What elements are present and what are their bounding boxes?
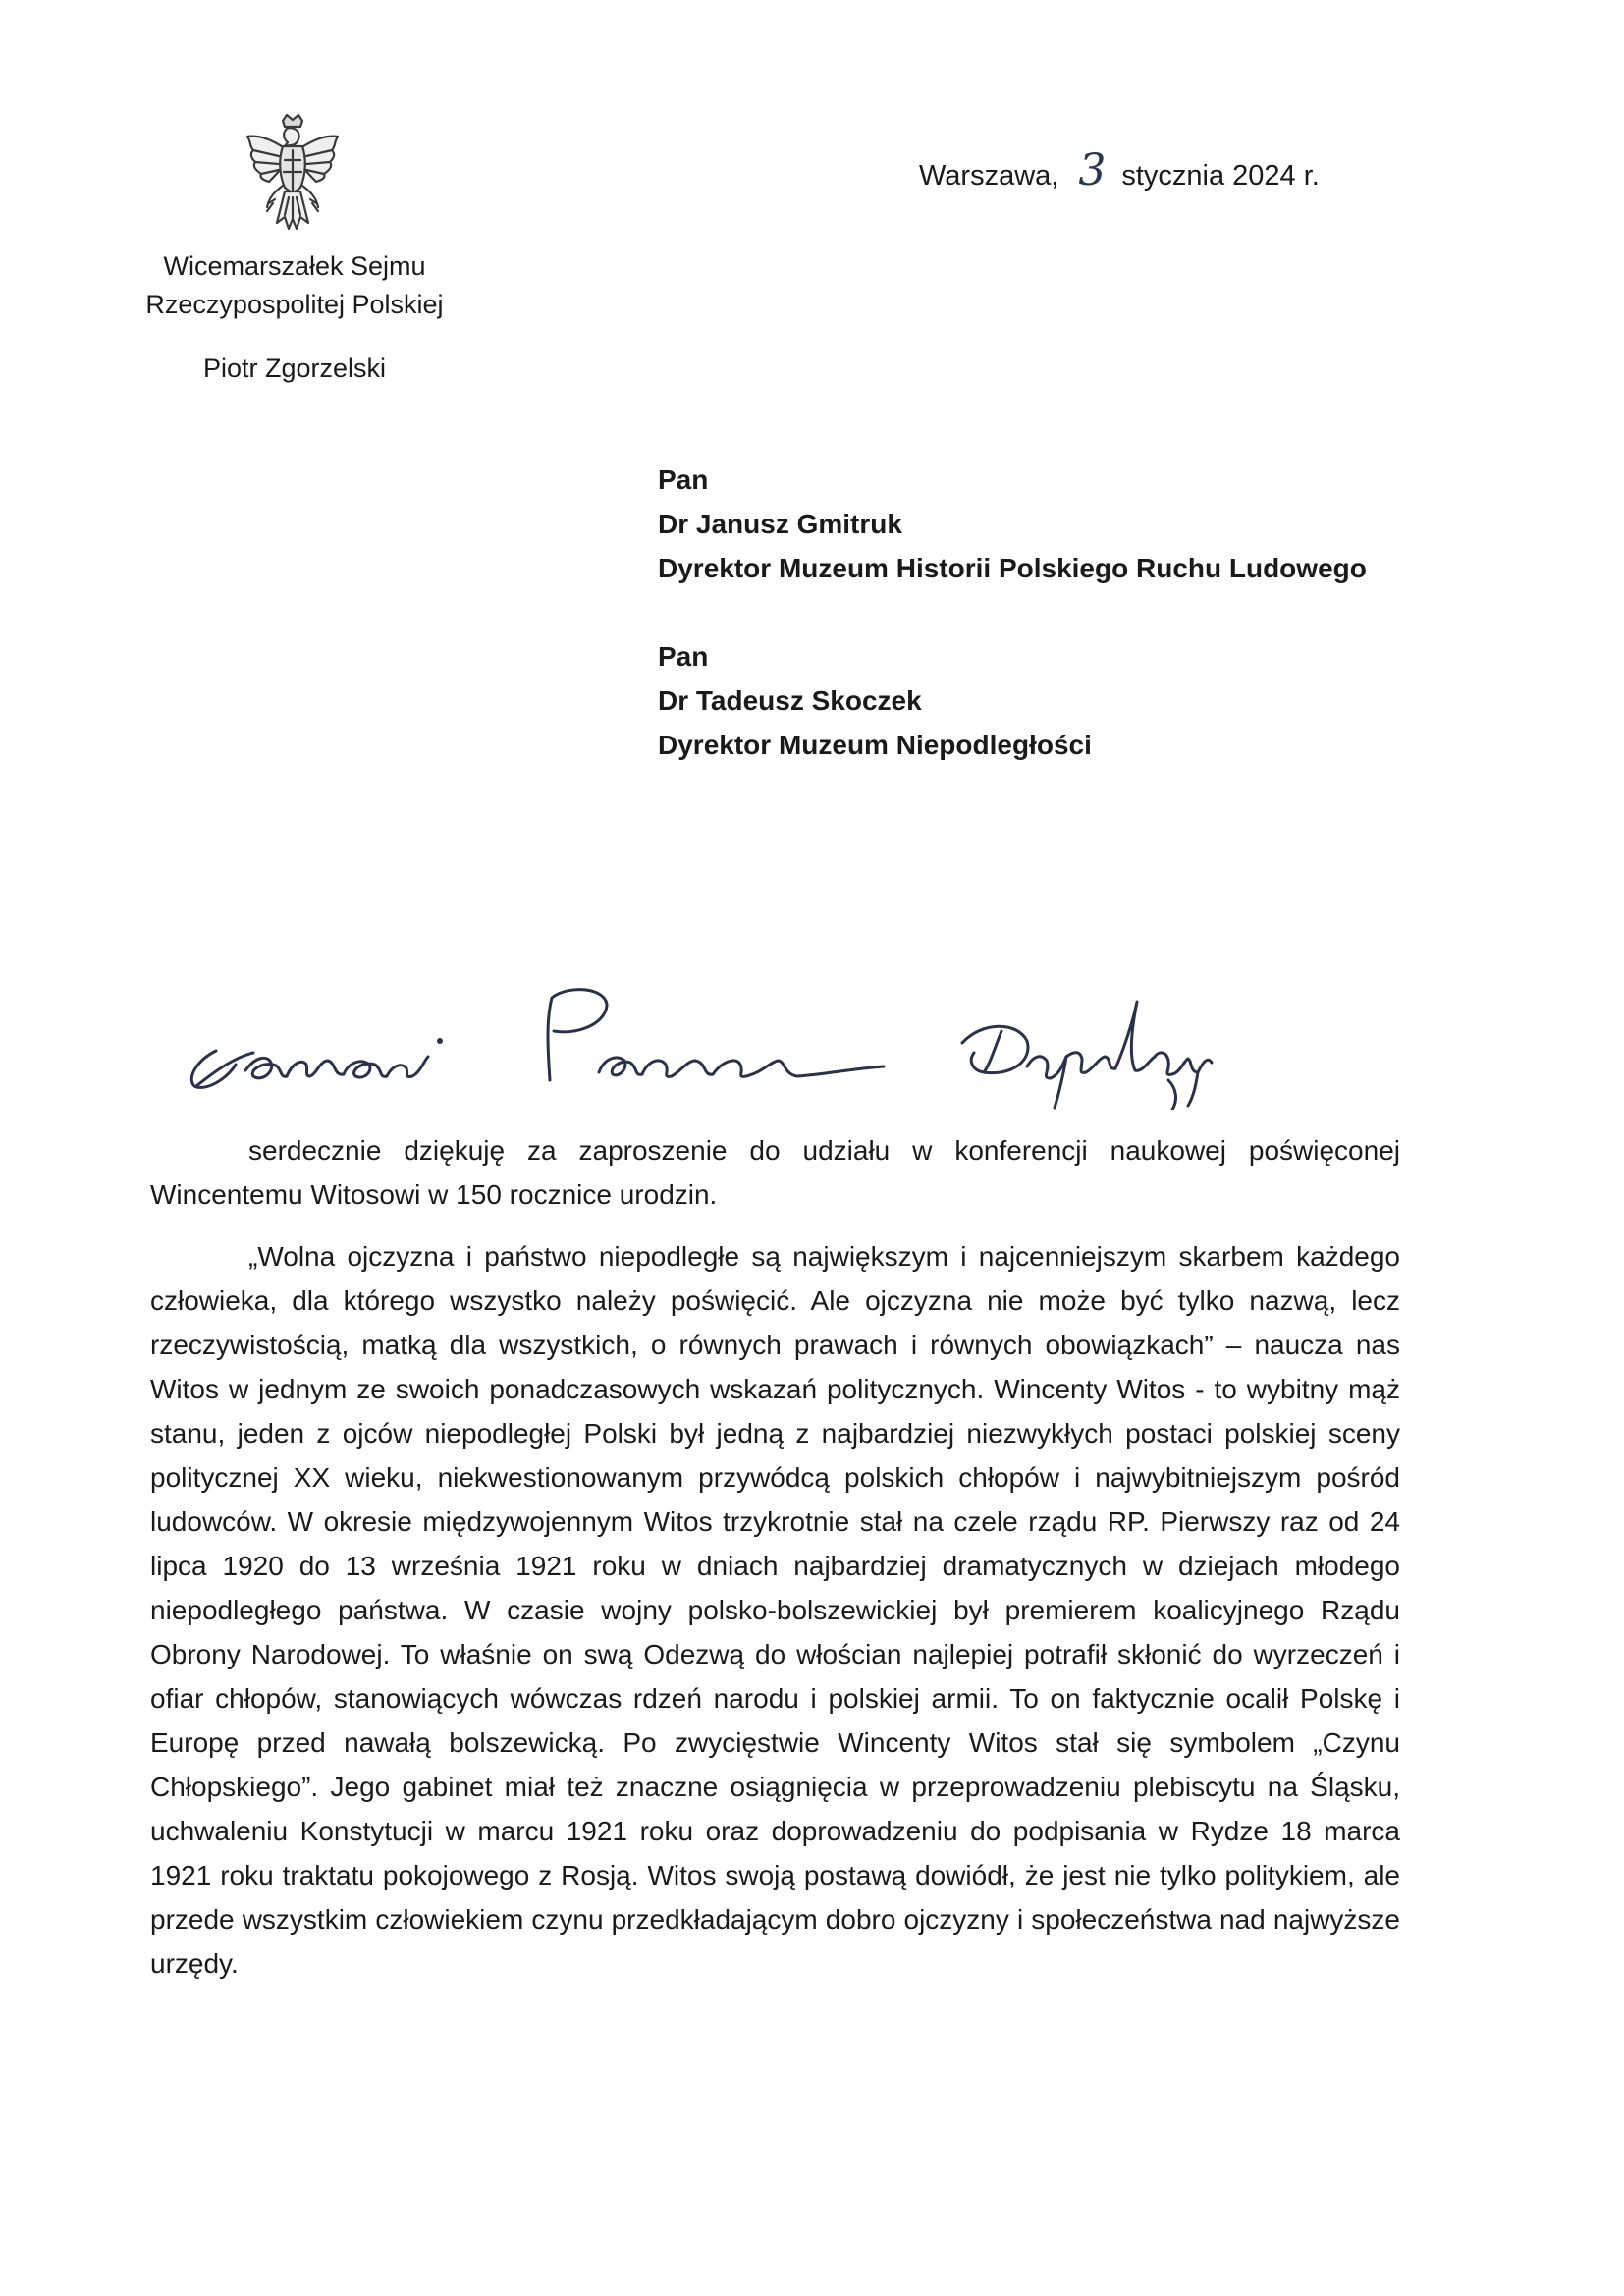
recipients-block xyxy=(658,458,1367,767)
handwritten-greeting xyxy=(177,962,1218,1110)
dateline-city: Warszawa, xyxy=(919,160,1059,191)
sender-name: Piotr Zgorzelski xyxy=(202,354,387,384)
recipient-position: Dyrektor Muzeum Niepodległości xyxy=(658,730,1092,760)
recipient-name: Dr Janusz Gmitruk xyxy=(658,509,902,539)
polish-eagle-emblem-icon xyxy=(240,113,346,235)
dateline-month-year: stycznia 2024 r. xyxy=(1121,160,1320,191)
sender-block xyxy=(98,247,491,388)
dateline xyxy=(919,145,1320,195)
sender-title-line1: Wicemarszałek Sejmu xyxy=(163,251,426,281)
recipient-salutation: Pan xyxy=(658,641,709,672)
recipient-position: Dyrektor Muzeum Historii Polskiego Ruchu Ludowego xyxy=(658,553,1367,583)
recipient-salutation: Pan xyxy=(658,465,709,495)
recipient-name: Dr Tadeusz Skoczek xyxy=(658,685,922,716)
sender-title-line2: Rzeczypospolitej Polskiej xyxy=(145,290,444,320)
letter-body xyxy=(150,1128,1400,1986)
body-paragraph-2: „Wolna ojczyzna i państwo niepodległe są największym i najcenniejszym skarbem każdego człowieka, dla którego wszystko należy poświęcić. Ale ojczyzna nie może być tylko nazwą, lecz rzeczywistością, matką dla wszystkich, o równych prawach i równych obowiązkach” – naucza nas Witos w jednym ze swoich ponadczasowych wskazań politycznych. Wincenty Witos - to wybitny mąż stanu, jeden z ojców niepodległej Polski był jedną z najbardziej niezwykłych postaci polskiej sceny politycznej XX wieku, niekwestionowanym przywódcą polskich chłopów i najwybitniejszym pośród ludowców. W okresie międzywojennym Witos trzykrotnie stał na czele rządu RP. Pierwszy raz od 24 lipca 1920 do 13 września 1921 roku w dniach najbardziej dramatycznych w dziejach młodego niepodległego państwa. W czasie wojny polsko-bolszewickiej był premierem koalicyjnego Rządu Obrony Narodowej. To właśnie on swą Odezwą do włościan najlepiej potrafił skłonić do wyrzeczeń i ofiar chłopów, stanowiących wówczas rdzeń narodu i polskiej armii. To on faktycznie ocalił Polskę i Europę przed nawałą bolszewicką. Po zwycięstwie Wincenty Witos stał się symbolem „Czynu Chłopskiego”. Jego gabinet miał też znaczne osiągnięcia w przeprowadzeniu plebiscytu na Śląsku, uchwaleniu Konstytucji w marcu 1921 roku oraz doprowadzeniu do podpisania w Rydze 18 marca 1921 roku traktatu pokojowego z Rosją. Witos swoją postawą dowiódł, że jest nie tylko politykiem, ale przede wszystkim człowiekiem czynu przedkładającym dobro ojczyzny i społeczeństwa nad najwyższe urzędy. xyxy=(150,1241,1400,1979)
body-paragraph-1: serdecznie dziękuję za zaproszenie do udziału w konferencji naukowej poświęconej Wincentemu Witosowi w 150 rocznice urodzin. xyxy=(150,1135,1400,1210)
recipient-2 xyxy=(658,634,1367,767)
recipient-1 xyxy=(658,458,1367,590)
dateline-day-handwritten: 3 xyxy=(1078,145,1107,195)
